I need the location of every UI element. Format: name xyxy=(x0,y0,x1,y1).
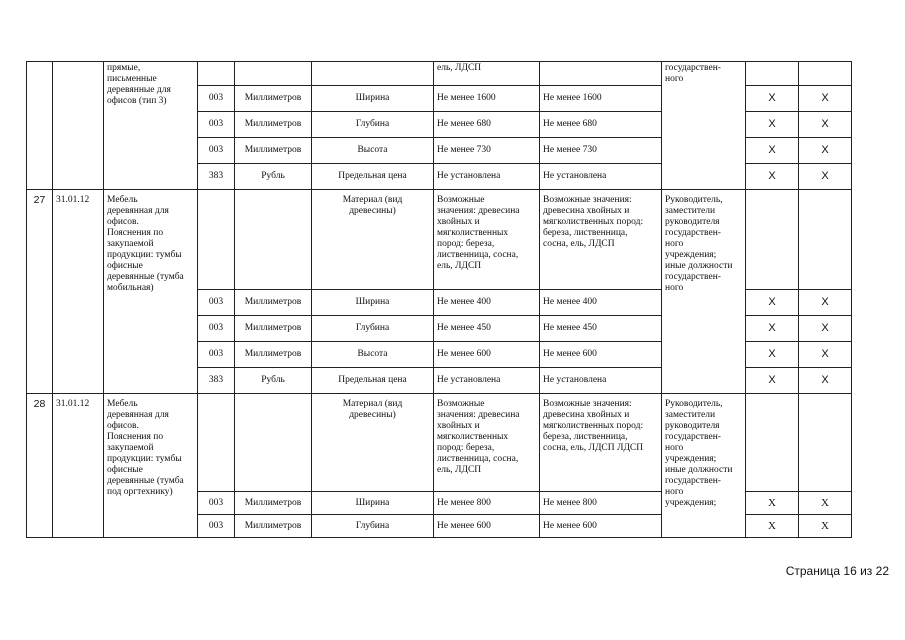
characteristics-table xyxy=(26,61,852,538)
item-description: Мебель деревянная для офисов. Пояснения по закупаемой продукции: тумбы офисные деревянные (тумба под оргтехнику) xyxy=(104,394,198,538)
requirement-value: Не менее 1600 xyxy=(434,86,540,112)
item-description: прямые, письменные деревянные для офисов (тип 3) xyxy=(104,62,198,190)
approved-value: Возможные значения: древесина хвойных и мягколиственных пород: береза, лиственница, сосна, ель, ЛДСП xyxy=(540,190,662,290)
unit-name: Миллиметров xyxy=(235,492,312,515)
x-mark: X xyxy=(799,342,852,368)
x-mark: X xyxy=(799,368,852,394)
requirement-value: Не менее 600 xyxy=(434,515,540,538)
characteristic-name: Предельная цена xyxy=(312,368,434,394)
characteristic-name: Глубина xyxy=(312,515,434,538)
x-mark: X xyxy=(746,368,799,394)
unit-name: Рубль xyxy=(235,164,312,190)
characteristic-name: Материал (вид древесины) xyxy=(312,394,434,492)
requirement-value: Не менее 400 xyxy=(434,290,540,316)
positions-cell: государствен- ного xyxy=(662,62,746,190)
x-mark: X xyxy=(746,316,799,342)
item-number-cell xyxy=(27,62,53,190)
okei-code: 003 xyxy=(198,316,235,342)
requirement-value: Не менее 600 xyxy=(434,342,540,368)
requirement-value: Не менее 680 xyxy=(434,112,540,138)
unit-name: Миллиметров xyxy=(235,138,312,164)
okei-code: 383 xyxy=(198,164,235,190)
okei-code: 003 xyxy=(198,290,235,316)
x-mark: X xyxy=(746,112,799,138)
approved-value: Не установлена xyxy=(540,164,662,190)
okpd-code: 31.01.12 xyxy=(53,394,104,538)
table-row xyxy=(27,394,852,492)
unit-name: Рубль xyxy=(235,368,312,394)
approved-value: Не установлена xyxy=(540,368,662,394)
x-mark: X xyxy=(746,492,799,515)
characteristic-name: Ширина xyxy=(312,492,434,515)
unit-name: Миллиметров xyxy=(235,112,312,138)
x-mark: X xyxy=(799,164,852,190)
x-mark: X xyxy=(746,138,799,164)
okei-code: 003 xyxy=(198,515,235,538)
item-number: 28 xyxy=(27,394,53,538)
characteristic-name: Материал (вид древесины) xyxy=(312,190,434,290)
okei-code: 003 xyxy=(198,112,235,138)
approved-value: Не менее 450 xyxy=(540,316,662,342)
characteristic-name: Высота xyxy=(312,342,434,368)
okpd-code: 31.01.12 xyxy=(53,190,104,394)
okpd-code-cell xyxy=(53,62,104,190)
x-mark: X xyxy=(746,342,799,368)
item-description: Мебель деревянная для офисов. Пояснения по закупаемой продукции: тумбы офисные деревянные (тумба мобильная) xyxy=(104,190,198,394)
characteristic-name: Предельная цена xyxy=(312,164,434,190)
characteristic-name: Глубина xyxy=(312,112,434,138)
requirement-value: Возможные значения: древесина хвойных и мягколиственных пород: береза, лиственница, сосна, ель, ЛДСП xyxy=(434,394,540,492)
requirement-value: Не менее 730 xyxy=(434,138,540,164)
okei-code: 003 xyxy=(198,492,235,515)
page-number: Страница 16 из 22 xyxy=(785,564,889,578)
positions-cell: Руководитель, заместители руководителя государствен- ного учреждения; иные должности государствен- ного учреждения; xyxy=(662,394,746,538)
x-mark: X xyxy=(799,138,852,164)
material-value: ель, ЛДСП xyxy=(434,62,540,86)
x-mark: X xyxy=(746,515,799,538)
table-row xyxy=(27,62,852,86)
x-mark: X xyxy=(799,492,852,515)
x-mark: X xyxy=(799,86,852,112)
characteristic-name: Ширина xyxy=(312,86,434,112)
okei-code: 003 xyxy=(198,342,235,368)
x-mark: X xyxy=(746,290,799,316)
requirement-value: Не установлена xyxy=(434,164,540,190)
characteristic-name: Ширина xyxy=(312,290,434,316)
requirement-value: Не менее 800 xyxy=(434,492,540,515)
x-mark: X xyxy=(799,112,852,138)
requirement-value: Не установлена xyxy=(434,368,540,394)
approved-value: Не менее 800 xyxy=(540,492,662,515)
x-mark: X xyxy=(746,164,799,190)
positions-cell: Руководитель, заместители руководителя государствен- ного учреждения; иные должности государствен- ного xyxy=(662,190,746,394)
unit-name: Миллиметров xyxy=(235,86,312,112)
unit-name: Миллиметров xyxy=(235,290,312,316)
x-mark: X xyxy=(746,86,799,112)
table-row xyxy=(27,190,852,290)
characteristic-name: Глубина xyxy=(312,316,434,342)
approved-value: Не менее 680 xyxy=(540,112,662,138)
approved-value: Не менее 1600 xyxy=(540,86,662,112)
approved-value: Возможные значения: древесина хвойных и мягколиственных пород: береза, лиственница, сосна, ель, ЛДСП ЛДСП xyxy=(540,394,662,492)
okei-code: 003 xyxy=(198,86,235,112)
requirement-value: Возможные значения: древесина хвойных и мягколиственных пород: береза, лиственница, сосна, ель, ЛДСП xyxy=(434,190,540,290)
x-mark: X xyxy=(799,316,852,342)
unit-name: Миллиметров xyxy=(235,515,312,538)
okei-code: 383 xyxy=(198,368,235,394)
approved-value: Не менее 600 xyxy=(540,342,662,368)
x-mark: X xyxy=(799,515,852,538)
requirement-value: Не менее 450 xyxy=(434,316,540,342)
unit-name: Миллиметров xyxy=(235,342,312,368)
approved-value: Не менее 730 xyxy=(540,138,662,164)
x-mark: X xyxy=(799,290,852,316)
okei-code: 003 xyxy=(198,138,235,164)
characteristic-name: Высота xyxy=(312,138,434,164)
item-number: 27 xyxy=(27,190,53,394)
approved-value: Не менее 600 xyxy=(540,515,662,538)
unit-name: Миллиметров xyxy=(235,316,312,342)
approved-value: Не менее 400 xyxy=(540,290,662,316)
